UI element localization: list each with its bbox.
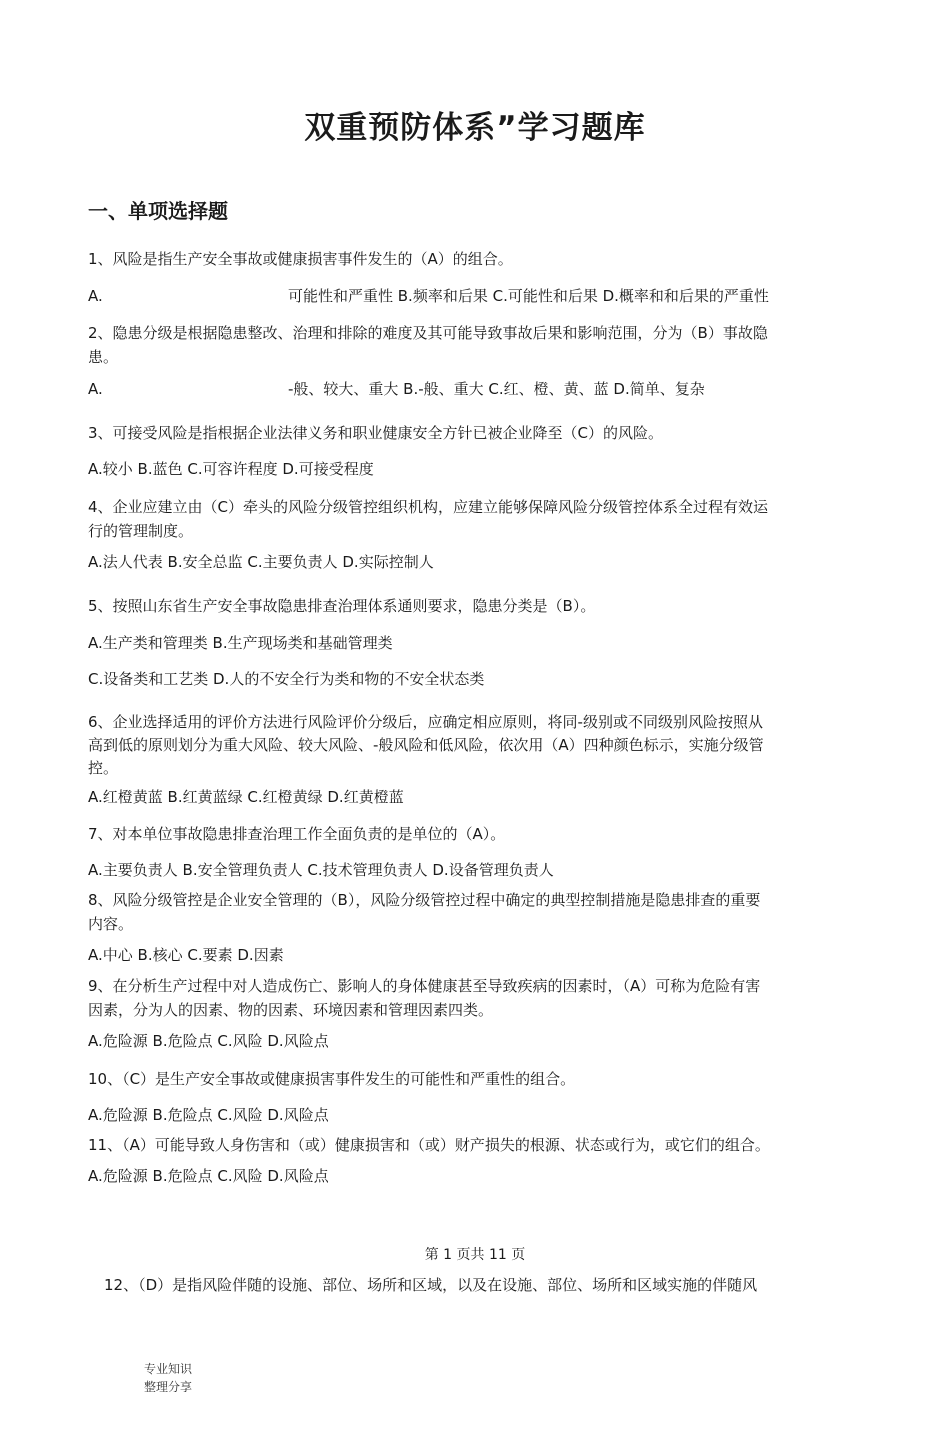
question-12: 12、（D）是指风险伴随的设施、部位、场所和区域，以及在设施、部位、场所和区域实施的伴随风	[104, 1276, 758, 1294]
options-text: 可能性和严重性 B.频率和后果 C.可能性和后果 D.概率和和后果的严重性	[288, 287, 769, 305]
question-9: 9、在分析生产过程中对人造成伤亡、影响人的身体健康甚至导致疾病的因素时，（A）可称为危险有害	[88, 977, 761, 995]
question-10: 10、（C）是生产安全事故或健康损害事件发生的可能性和严重性的组合。	[88, 1070, 576, 1088]
watermark: 专业知识整理分享	[144, 1362, 193, 1394]
section-heading: 一、单项选择题	[88, 199, 228, 223]
options-text: -般、较大、重大 B.-般、重大 C.红、橙、黄、蓝 D.简单、复杂	[288, 380, 705, 398]
question-5-options-2: C.设备类和工艺类 D.人的不安全行为类和物的不安全状态类	[88, 670, 485, 688]
question-7: 7、对本单位事故隐患排查治理工作全面负责的是单位的（A）。	[88, 825, 506, 843]
question-4-options: A.法人代表 B.安全总监 C.主要负责人 D.实际控制人	[88, 553, 434, 571]
option-label: A.	[88, 287, 103, 305]
question-11: 11、（A）可能导致人身伤害和（或）健康损害和（或）财产损失的根源、状态或行为，或它们的组合。	[88, 1136, 770, 1154]
question-8: 8、风险分级管控是企业安全管理的（B），风险分级管控过程中确定的典型控制措施是隐患排查的重要	[88, 891, 761, 909]
question-5: 5、按照山东省生产安全事故隐患排查治理体系通则要求，隐患分类是（B）。	[88, 597, 596, 615]
question-5-options-1: A.生产类和管理类 B.生产现场类和基础管理类	[88, 634, 393, 652]
page-footer: 第 1 页共 11 页	[424, 1247, 526, 1263]
question-6-options: A.红橙黄蓝 B.红黄蓝绿 C.红橙黄绿 D.红黄橙蓝	[88, 788, 404, 806]
question-9-options: A.危险源 B.危险点 C.风险 D.风险点	[88, 1032, 329, 1050]
question-9-cont: 因素，分为人的因素、物的因素、环境因素和管理因素四类。	[88, 1001, 494, 1019]
option-label: A.	[88, 380, 103, 398]
question-2-cont: 患。	[88, 348, 119, 366]
question-2-options	[88, 378, 858, 401]
question-3: 3、可接受风险是指根据企业法律义务和职业健康安全方针已被企业降至（C）的风险。	[88, 424, 664, 442]
question-2: 2、隐患分级是根据隐患整改、治理和排除的难度及其可能导致事故后果和影响范围，分为（B）事故隐	[88, 324, 768, 342]
question-10-options: A.危险源 B.危险点 C.风险 D.风险点	[88, 1106, 329, 1124]
question-4: 4、企业应建立由（C）牵头的风险分级管控组织机构，应建立能够保障风险分级管控体系全过程有效运	[88, 498, 769, 516]
question-1-options	[88, 285, 858, 308]
question-3-options: A.较小 B.蓝色 C.可容许程度 D.可接受程度	[88, 460, 374, 478]
question-7-options: A.主要负责人 B.安全管理负责人 C.技术管理负责人 D.设备管理负责人	[88, 861, 554, 879]
question-8-options: A.中心 B.核心 C.要素 D.因素	[88, 946, 284, 964]
question-8-cont: 内容。	[88, 915, 134, 933]
question-6: 6、企业选择适用的评价方法进行风险评价分级后，应确定相应原则，将同-级别或不同级别风险按照从	[88, 713, 763, 731]
question-4-cont: 行的管理制度。	[88, 522, 194, 540]
question-11-options: A.危险源 B.危险点 C.风险 D.风险点	[88, 1167, 329, 1185]
document-title: 双重预防体系”学习题库	[304, 110, 646, 146]
question-1: 1、风险是指生产安全事故或健康损害事件发生的（A）的组合。	[88, 250, 513, 268]
question-6-cont-2: 控。	[88, 759, 119, 777]
question-6-cont-1: 高到低的原则划分为重大风险、较大风险、-般风险和低风险，依次用（A）四种颜色标示，实施分级管	[88, 736, 764, 754]
